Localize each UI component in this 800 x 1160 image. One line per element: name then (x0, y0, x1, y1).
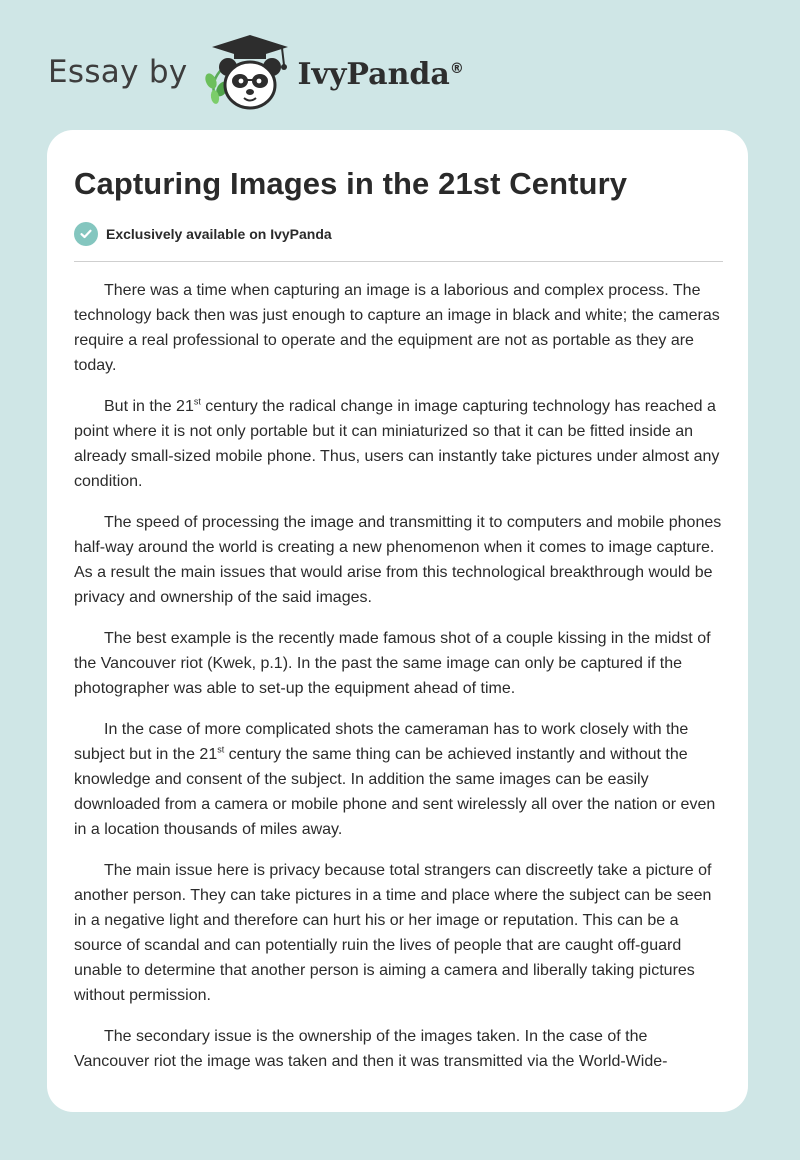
badge-label: Exclusively available on IvyPanda (106, 226, 332, 242)
paragraph-text: century the radical change in image capturing technology has reached a point where it is not only portable but it can miniaturized so that it can be fitted inside an already small-sized mobile phone. Thus, users can instantly take pictures under almost any condition. (74, 398, 720, 490)
paragraph-text: In the case of more complicated shots the cameraman has to work closely with the subject but in the 21 (74, 721, 689, 763)
essay-by-label: Essay by (48, 54, 188, 90)
paragraph-3: The speed of processing the image and transmitting it to computers and mobile phones half-way around the world is creating a new phenomenon when it comes to image capture. As a result the main issues that would arise from this technological breakthrough would be privacy and ownership of the said images. (74, 514, 722, 606)
paragraph-5 (74, 717, 725, 842)
site-header (48, 32, 464, 112)
divider (74, 261, 723, 262)
brand-label: IvyPanda (297, 56, 450, 92)
paragraph-2 (74, 394, 725, 494)
superscript: st (193, 396, 201, 407)
exclusive-badge (74, 222, 332, 246)
superscript: st (217, 744, 225, 755)
paragraph-text: But in the 21 (104, 398, 194, 415)
brand-name[interactable] (298, 57, 464, 92)
checkmark-icon (74, 222, 98, 246)
essay-card (47, 130, 748, 1112)
paragraph-4: The best example is the recently made famous shot of a couple kissing in the midst of the Vancouver riot (Kwek, p.1). In the past the same image can only be captured if the photographer was able to set-up the equipment ahead of time. (74, 630, 711, 697)
paragraph-text: century the same thing can be achieved instantly and without the knowledge and consent of the subject. In addition the same images can be easily downloaded from a camera or mobile phone and sent wirelessly all over the nation or even in a location thousands of miles away. (74, 746, 716, 838)
panda-graduate-logo-icon[interactable] (202, 33, 294, 111)
registered-mark: ® (449, 60, 464, 77)
page-title: Capturing Images in the 21st Century (74, 166, 628, 201)
paragraph-1: There was a time when capturing an image is a laborious and complex process. The technology back then was just enough to capture an image in black and white; the cameras require a real professional to operate and the equipment are not as portable as they are today. (74, 282, 720, 374)
paragraph-7: The secondary issue is the ownership of the images taken. In the case of the Vancouver riot the image was taken and then it was transmitted via the World-Wide- (74, 1028, 668, 1070)
paragraph-6: The main issue here is privacy because total strangers can discreetly take a picture of another person. They can take pictures in a time and place where the subject can be seen in a negative light and therefore can hurt his or her image or reputation. This can be a source of scandal and can potentially ruin the lives of people that are caught off-guard unable to determine that another person is aiming a camera and liberally taking pictures without permission. (74, 862, 712, 1004)
essay-body (74, 278, 725, 1090)
